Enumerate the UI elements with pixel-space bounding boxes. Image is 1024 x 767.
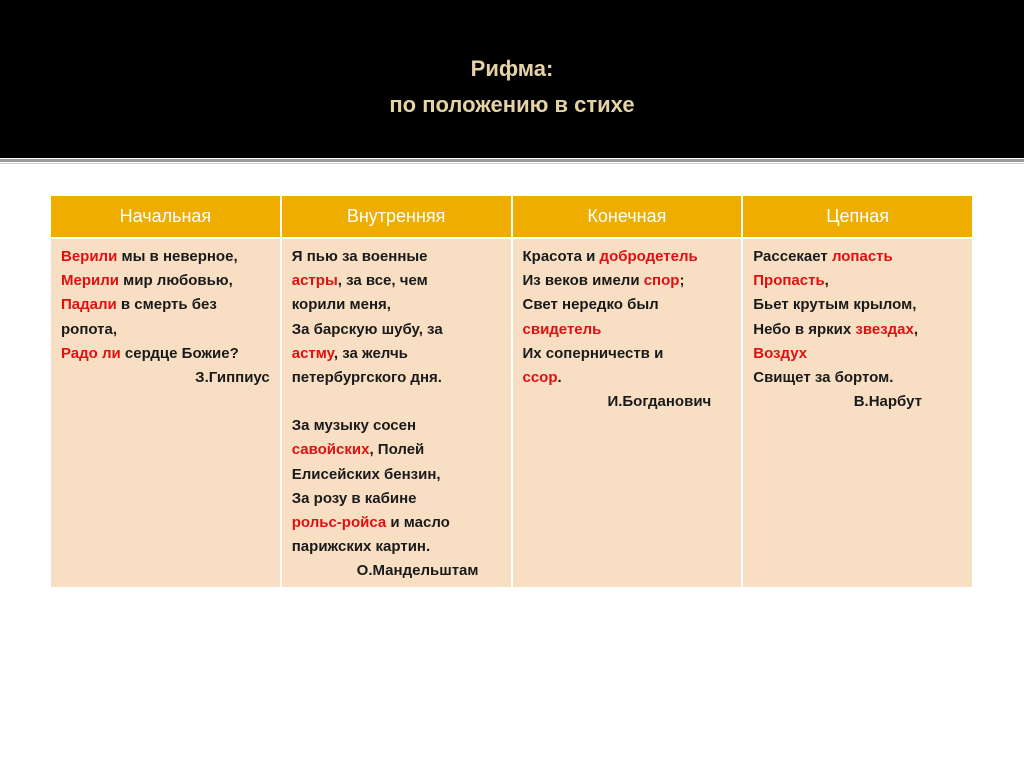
rhyme-word: Падали [61,296,117,314]
poem-cell [513,239,742,587]
rhyme-word: спор [643,272,680,290]
poem-line [292,487,501,511]
poem-line [61,293,270,317]
poem-cell [51,239,280,587]
poem-line [292,511,501,535]
divider [0,159,1024,162]
column-header: Конечная [513,196,742,239]
slide-title: Рифма: [470,56,554,81]
title-bar [0,0,1024,158]
poem-line [523,342,732,366]
verse-text: петербургского дня. [291,369,442,387]
poem-cell [743,239,972,587]
verse-text: Свет нередко был [522,296,659,314]
poem-line [61,342,270,366]
poem-line [753,269,962,293]
rhyme-word: Радо ли [61,344,121,362]
verse-text: За барскую шубу, за [291,320,443,338]
verse-text: Небо в ярких [753,320,856,338]
verse-text: в смерть без [116,296,217,314]
column-header: Внутренняя [282,196,511,239]
verse-text: За розу в кабине [291,489,417,507]
verse-text: корили меня, [291,296,391,314]
verse-text: и масло [386,514,450,532]
poem-author: И.Богданович [607,393,712,411]
verse-text: За музыку сосен [291,417,417,435]
poem-line [523,293,732,317]
rhyme-word: лопасть [831,248,893,265]
verse-text: парижских картин. [291,538,431,556]
rhyme-word: ссор [522,369,558,387]
rhyme-word: свидетель [522,320,602,338]
poem-line [292,245,501,269]
verse-text: сердце Божие? [120,344,239,362]
column-header: Начальная [51,196,280,239]
rhyme-word: добродетель [599,248,698,265]
poem-line [292,390,501,414]
column-header: Цепная [743,196,972,239]
poem-line [292,293,501,317]
verse-text: , Полей [369,441,425,459]
poem-line [753,342,962,366]
verse-text: Свищет за бортом. [753,369,894,387]
verse-text: ; [679,272,685,290]
poem-line [292,366,501,390]
poem-line [292,318,501,342]
poem-line [292,463,501,487]
rhyme-word: Пропасть [753,272,825,290]
verse-text: Их соперничеств и [522,344,664,362]
rhyme-word: астры [291,272,338,290]
poem-line [292,535,501,559]
poem-author: О.Мандельштам [356,562,479,580]
rhyme-table [49,196,974,587]
poem-line [292,269,501,293]
slide-subtitle: по положению в стихе [389,92,635,117]
poem-cell [282,239,511,587]
verse-text: . [557,369,562,387]
poem-line [753,293,962,317]
poem-line [61,269,270,293]
poem-line [523,318,732,342]
rhyme-word: Мерили [61,272,119,290]
poem-line [523,269,732,293]
rhyme-word: астму [291,344,334,362]
verse-text: Красота и [522,248,600,265]
verse-text: , [824,272,829,290]
verse-text: Елисейских бензин, [291,465,441,483]
divider [0,163,1024,164]
poem-line [292,438,501,462]
verse-text: , за желчь [333,344,408,362]
poem-line [292,414,501,438]
rhyme-word: савойских [291,441,370,459]
rhyme-word: Воздух [753,344,808,362]
poem-author: З.Гиппиус [195,369,270,387]
poem-line [61,245,270,269]
verse-text: Я пью за военные [291,248,428,265]
rhyme-word: Верили [61,248,118,265]
poem-line [753,366,962,390]
verse-text: ропота, [61,320,118,338]
poem-line [523,366,732,390]
poem-line [523,245,732,269]
verse-text: , [913,320,919,338]
poem-line [61,318,270,342]
poem-line [753,245,962,269]
verse-text: мы в неверное, [117,248,238,265]
verse-text: Из веков имели [522,272,644,290]
verse-text: мир любовью, [118,272,233,290]
verse-text: Рассекает [753,248,832,265]
rhyme-word: рольс-ройса [291,514,387,532]
poem-author: В.Нарбут [853,393,922,411]
verse-text: Бьет крутым крылом, [753,296,917,314]
verse-text: , за все, чем [337,272,428,290]
poem-line [292,342,501,366]
rhyme-word: звездах [855,320,914,338]
poem-line [753,318,962,342]
